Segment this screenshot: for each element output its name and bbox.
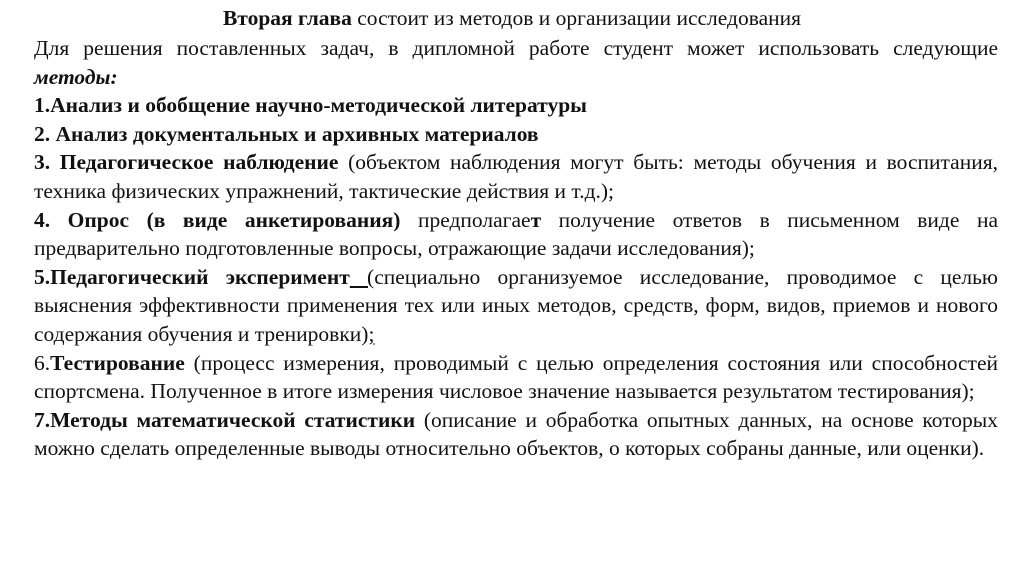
method-prefix: 6. <box>34 350 51 375</box>
method-open-paren: ( <box>349 264 375 289</box>
method-item-2 <box>34 120 998 149</box>
method-item-5 <box>34 263 998 349</box>
intro-paragraph <box>34 34 998 91</box>
method-item-4 <box>34 206 998 263</box>
method-title: 4. Опрос (в виде анкетирования) <box>34 207 401 232</box>
method-title: 7.Методы математической статистики <box>34 407 416 432</box>
method-description-continued: получение ответов в письменном виде на предварительно подготовленные вопросы, отражающие задачи исследования); <box>34 207 998 261</box>
method-item-6 <box>34 349 998 406</box>
method-title: 5.Педагогический эксперимент <box>34 264 350 289</box>
method-title: Тестирование <box>50 350 185 375</box>
method-description: предполагае <box>400 207 531 232</box>
method-title: 2. Анализ документальных и архивных материалов <box>34 121 539 146</box>
method-description: (объектом наблюдения могут быть: методы обучения и воспитания, техника физических упражнений, тактические действия и т.д.); <box>34 150 998 203</box>
method-item-3 <box>34 148 998 205</box>
method-title: 1.Анализ и обобщение научно-методической литературы <box>34 93 587 118</box>
method-item-7 <box>34 406 998 463</box>
method-close-punct: ; <box>368 321 375 346</box>
method-description: (описание и обработка опытных данных, на основе которых можно сделать определенные выводы относительно объектов, о которых собраны данные, или оценки). <box>34 407 998 461</box>
intro-text: Для решения поставленных задач, в дипломной работе студент может использовать следующие <box>34 36 998 60</box>
content-body <box>34 34 998 463</box>
method-description-bold-letter: т <box>530 207 542 232</box>
method-description: специально организуемое исследование, проводимое с целью выяснения эффективности применения тех или иных методов, средств, форм, видов, приемов и нового содержания обучения и тренировки) <box>34 264 998 346</box>
method-description: (процесс измерения, проводимый с целью определения состояния или способностей спортсмена. Полученное в итоге измерения числовое значение называется результатом тестирования); <box>34 350 998 404</box>
method-item-1 <box>34 91 998 120</box>
heading <box>0 4 1024 32</box>
heading-rest: состоит из методов и организации исследования <box>351 6 802 30</box>
heading-bold: Вторая глава <box>222 6 352 30</box>
intro-emphasis: методы: <box>34 64 118 89</box>
method-title: 3. Педагогическое наблюдение <box>34 150 339 175</box>
